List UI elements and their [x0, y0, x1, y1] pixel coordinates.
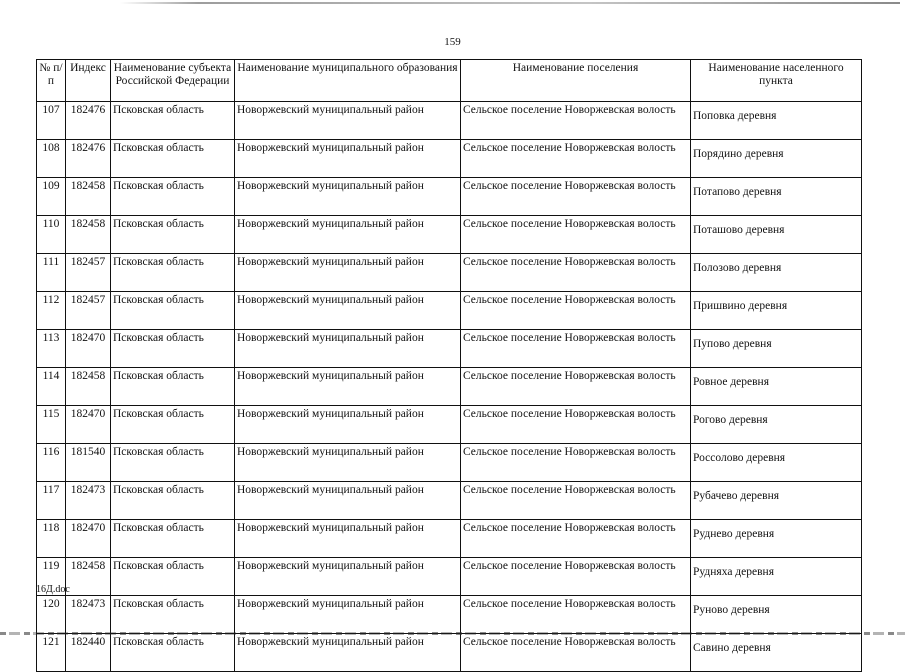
table-row — [37, 406, 862, 444]
table-row — [37, 520, 862, 558]
cell-locality: Руднево деревня — [691, 520, 862, 558]
cell-subject: Псковская область — [111, 444, 235, 482]
cell-locality: Савино деревня — [691, 634, 862, 672]
cell-index: 182458 — [66, 368, 111, 406]
cell-subject: Псковская область — [111, 558, 235, 596]
header-subject: Наименование субъекта Российской Федерации — [111, 60, 235, 102]
cell-municipality: Новоржевский муниципальный район — [235, 178, 461, 216]
scan-edge-bottom — [0, 632, 905, 635]
table-row — [37, 178, 862, 216]
cell-num: 120 — [37, 596, 66, 634]
cell-settlement: Сельское поселение Новоржевская волость — [461, 330, 691, 368]
cell-settlement: Сельское поселение Новоржевская волость — [461, 254, 691, 292]
cell-num: 117 — [37, 482, 66, 520]
localities-table — [36, 59, 862, 672]
cell-locality: Пришвино деревня — [691, 292, 862, 330]
table-row — [37, 596, 862, 634]
cell-settlement: Сельское поселение Новоржевская волость — [461, 292, 691, 330]
cell-locality: Руново деревня — [691, 596, 862, 634]
cell-index: 182470 — [66, 520, 111, 558]
cell-num: 107 — [37, 102, 66, 140]
cell-municipality: Новоржевский муниципальный район — [235, 444, 461, 482]
table-row — [37, 368, 862, 406]
cell-index: 182470 — [66, 406, 111, 444]
cell-index: 182440 — [66, 634, 111, 672]
table-header-row — [37, 60, 862, 102]
cell-index: 182458 — [66, 178, 111, 216]
cell-num: 109 — [37, 178, 66, 216]
cell-subject: Псковская область — [111, 254, 235, 292]
cell-municipality: Новоржевский муниципальный район — [235, 596, 461, 634]
cell-index: 182458 — [66, 558, 111, 596]
table-row — [37, 254, 862, 292]
cell-settlement: Сельское поселение Новоржевская волость — [461, 368, 691, 406]
cell-index: 182457 — [66, 254, 111, 292]
cell-locality: Рудняха деревня — [691, 558, 862, 596]
table-row — [37, 634, 862, 672]
cell-settlement: Сельское поселение Новоржевская волость — [461, 482, 691, 520]
table-row — [37, 292, 862, 330]
table-row — [37, 482, 862, 520]
cell-locality: Поташово деревня — [691, 216, 862, 254]
cell-subject: Псковская область — [111, 102, 235, 140]
cell-settlement: Сельское поселение Новоржевская волость — [461, 406, 691, 444]
cell-num: 111 — [37, 254, 66, 292]
cell-num: 118 — [37, 520, 66, 558]
cell-municipality: Новоржевский муниципальный район — [235, 368, 461, 406]
table-row — [37, 216, 862, 254]
cell-num: 115 — [37, 406, 66, 444]
cell-municipality: Новоржевский муниципальный район — [235, 254, 461, 292]
cell-index: 182458 — [66, 216, 111, 254]
cell-locality: Порядино деревня — [691, 140, 862, 178]
header-settlement: Наименование поселения — [461, 60, 691, 102]
cell-subject: Псковская область — [111, 140, 235, 178]
cell-num: 116 — [37, 444, 66, 482]
cell-subject: Псковская область — [111, 368, 235, 406]
cell-locality: Россолово деревня — [691, 444, 862, 482]
table-row — [37, 330, 862, 368]
cell-municipality: Новоржевский муниципальный район — [235, 330, 461, 368]
cell-locality: Пупово деревня — [691, 330, 862, 368]
cell-subject: Псковская область — [111, 520, 235, 558]
cell-settlement: Сельское поселение Новоржевская волость — [461, 520, 691, 558]
cell-settlement: Сельское поселение Новоржевская волость — [461, 216, 691, 254]
cell-municipality: Новоржевский муниципальный район — [235, 216, 461, 254]
cell-municipality: Новоржевский муниципальный район — [235, 558, 461, 596]
cell-settlement: Сельское поселение Новоржевская волость — [461, 634, 691, 672]
header-index: Индекс — [66, 60, 111, 102]
cell-locality: Рубачево деревня — [691, 482, 862, 520]
cell-locality: Ровное деревня — [691, 368, 862, 406]
cell-num: 121 — [37, 634, 66, 672]
cell-locality: Потапово деревня — [691, 178, 862, 216]
cell-settlement: Сельское поселение Новоржевская волость — [461, 558, 691, 596]
table-row — [37, 140, 862, 178]
cell-subject: Псковская область — [111, 216, 235, 254]
cell-subject: Псковская область — [111, 406, 235, 444]
cell-municipality: Новоржевский муниципальный район — [235, 520, 461, 558]
cell-num: 113 — [37, 330, 66, 368]
cell-index: 182457 — [66, 292, 111, 330]
cell-settlement: Сельское поселение Новоржевская волость — [461, 140, 691, 178]
cell-index: 182473 — [66, 596, 111, 634]
scan-edge-top — [120, 2, 900, 4]
cell-municipality: Новоржевский муниципальный район — [235, 406, 461, 444]
cell-locality: Рогово деревня — [691, 406, 862, 444]
table-row — [37, 558, 862, 596]
cell-index: 182476 — [66, 102, 111, 140]
cell-settlement: Сельское поселение Новоржевская волость — [461, 596, 691, 634]
table-row — [37, 102, 862, 140]
cell-num: 110 — [37, 216, 66, 254]
cell-subject: Псковская область — [111, 330, 235, 368]
header-num: № п/п — [37, 60, 66, 102]
cell-index: 181540 — [66, 444, 111, 482]
cell-municipality: Новоржевский муниципальный район — [235, 102, 461, 140]
page-number: 159 — [444, 36, 461, 48]
header-municipality: Наименование муниципального образования — [235, 60, 461, 102]
cell-index: 182470 — [66, 330, 111, 368]
cell-subject: Псковская область — [111, 482, 235, 520]
cell-locality: Полозово деревня — [691, 254, 862, 292]
table-row — [37, 444, 862, 482]
cell-subject: Псковская область — [111, 596, 235, 634]
cell-settlement: Сельское поселение Новоржевская волость — [461, 102, 691, 140]
cell-subject: Псковская область — [111, 634, 235, 672]
cell-num: 119 — [37, 558, 66, 596]
cell-locality: Поповка деревня — [691, 102, 862, 140]
cell-municipality: Новоржевский муниципальный район — [235, 140, 461, 178]
header-locality: Наименование населенного пункта — [691, 60, 862, 102]
cell-index: 182473 — [66, 482, 111, 520]
cell-settlement: Сельское поселение Новоржевская волость — [461, 178, 691, 216]
cell-municipality: Новоржевский муниципальный район — [235, 292, 461, 330]
cell-index: 182476 — [66, 140, 111, 178]
cell-num: 112 — [37, 292, 66, 330]
cell-num: 114 — [37, 368, 66, 406]
footer-filename: 16Д.doc — [36, 584, 70, 595]
cell-subject: Псковская область — [111, 178, 235, 216]
cell-municipality: Новоржевский муниципальный район — [235, 634, 461, 672]
cell-num: 108 — [37, 140, 66, 178]
cell-municipality: Новоржевский муниципальный район — [235, 482, 461, 520]
cell-subject: Псковская область — [111, 292, 235, 330]
cell-settlement: Сельское поселение Новоржевская волость — [461, 444, 691, 482]
